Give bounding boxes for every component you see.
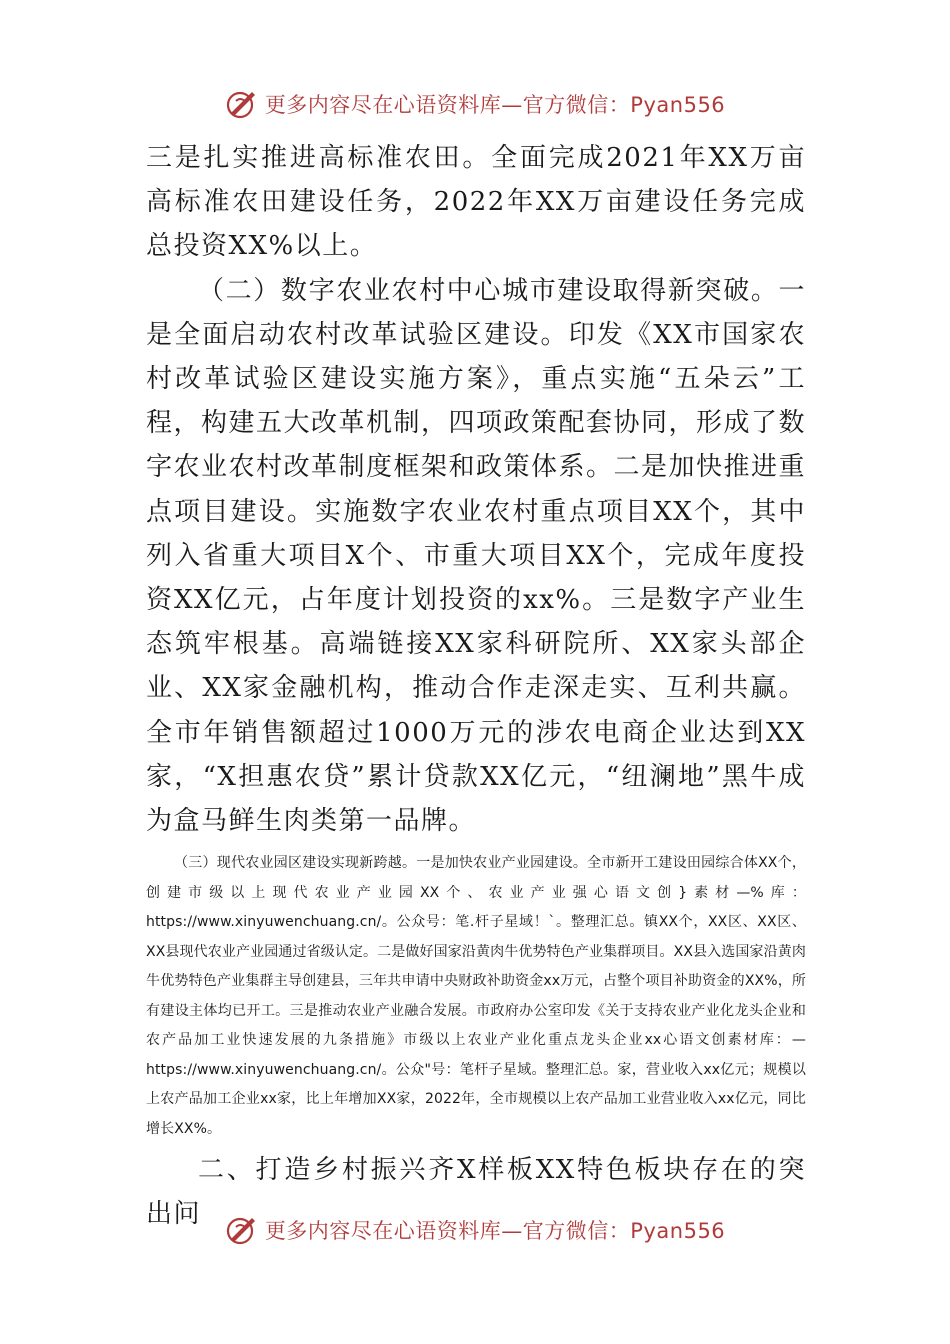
pen-logo-icon (225, 1213, 259, 1247)
footer-watermark-text: 更多内容尽在心语资料库—官方微信：Pyan556 (264, 1219, 726, 1243)
footer-watermark (0, 1210, 950, 1250)
document-body (146, 136, 806, 1237)
header-watermark (0, 84, 950, 124)
pen-logo-icon (225, 87, 259, 121)
section-heading-problems: 二、打造乡村振兴齐X样板XX特色板块存在的突出问 (146, 1155, 806, 1230)
paragraph-digital-agriculture: （二）数字农业农村中心城市建设取得新突破。一是全面启动农村改革试验区建设。印发《XX市国家农村改革试验区建设实施方案》，重点实施“五朵云”工程，构建五大改革机制，四项政策配套协同，形成了数字农业农村改革制度框架和政策体系。二是加快推进重点项目建设。实施数字农业农村重点项目XX个，其中列入省重大项目X个、市重大项目XX个，完成年度投资XX亿元，占年度计划投资的xx%。三是数字产业生态筑牢根基。高端链接XX家科研院所、XX家头部企业、XX家金融机构，推动合作走深走实、互利共赢。全市年销售额超过1000万元的涉农电商企业达到XX家，“X担惠农贷”累计贷款XX亿元，“纽澜地”黑牛成为盒马鲜生肉类第一品牌。 (146, 275, 807, 837)
paragraph-agricultural-parks: （三）现代农业园区建设实现新跨越。一是加快农业产业园建设。全市新开工建设田园综合体XX个，创建市级以上现代农业产业园XX个、农业产业强心语文创}素材—%库：https://www.xinyuwenchuang.cn/。公众号：笔.杆子星域！`。整理汇总。镇XX个，XX区、XX区、XX县现代农业产业园通过省级认定。二是做好国家沿黄肉牛优势特色产业集群项目。XX县入选国家沿黄肉牛优势特色产业集群主导创建县，三年共申请中央财政补助资金xx万元，占整个项目补助资金的XX%，所有建设主体均已开工。三是推动农业产业融合发展。市政府办公室印发《关于支持农业产业化龙头企业和农产品加工业快速发展的九条措施》市级以上农业产业化重点龙头企业xx心语文创素材库：—https://www.xinyuwenchuang.cn/。公众"号：笔杆子星域。整理汇总。家，营业收入xx亿元；规模以上农产品加工企业xx家，比上年增加XX家，2022年，全市规模以上农产品加工业营业收入xx亿元，同比增长XX%。 (146, 855, 806, 1137)
header-watermark-text: 更多内容尽在心语资料库—官方微信：Pyan556 (264, 93, 726, 117)
paragraph-farmland: 三是扎实推进高标准农田。全面完成2021年XX万亩高标准农田建设任务，2022年XX万亩建设任务完成总投资XX%以上。 (146, 143, 806, 262)
